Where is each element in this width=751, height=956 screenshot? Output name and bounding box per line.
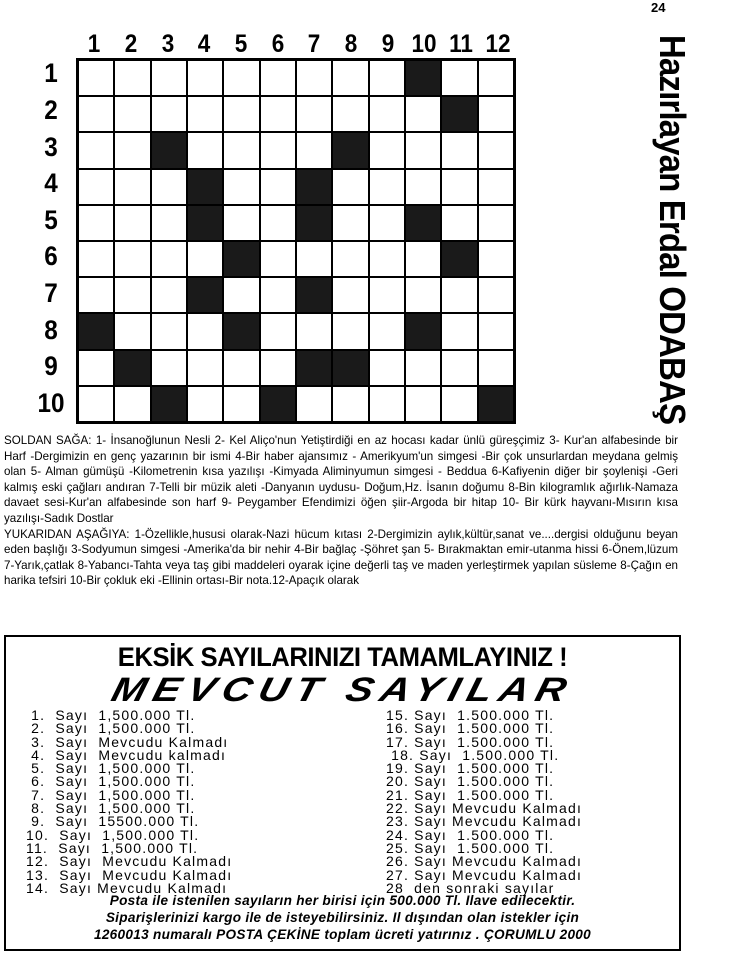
answer-cell[interactable] — [405, 277, 441, 313]
answer-cell[interactable] — [223, 277, 259, 313]
issue-item: 2. Sayı 1,500.000 Tl. — [26, 720, 196, 737]
answer-cell[interactable] — [332, 96, 368, 132]
issue-item: 8. Sayı 1,500.000 Tl. — [26, 800, 196, 817]
answer-cell[interactable] — [478, 169, 514, 205]
black-cell — [296, 277, 332, 313]
answer-cell[interactable] — [369, 350, 405, 386]
answer-cell[interactable] — [478, 277, 514, 313]
answer-cell[interactable] — [478, 60, 514, 96]
issue-item: 12. Sayı Mevcudu Kalmadı — [26, 853, 233, 870]
answer-cell[interactable] — [405, 169, 441, 205]
issue-list-right — [386, 709, 582, 895]
answer-cell[interactable] — [78, 132, 114, 168]
column-number: 3 — [161, 30, 174, 58]
column-number: 7 — [308, 30, 321, 58]
black-cell — [296, 169, 332, 205]
issue-item: 9. Sayı 15500.000 Tl. — [26, 813, 200, 830]
answer-cell[interactable] — [114, 277, 150, 313]
ad-note-line: Posta ile istenilen sayıların her birisi için 500.000 Tl. Ilave edilecektir. — [109, 893, 576, 908]
answer-cell[interactable] — [114, 205, 150, 241]
answer-cell[interactable] — [441, 132, 477, 168]
black-cell — [78, 313, 114, 349]
answer-cell[interactable] — [405, 132, 441, 168]
answer-cell[interactable] — [151, 169, 187, 205]
answer-cell[interactable] — [441, 205, 477, 241]
row-number: 7 — [44, 277, 58, 308]
answer-cell[interactable] — [332, 169, 368, 205]
answer-cell[interactable] — [441, 313, 477, 349]
answer-cell[interactable] — [369, 205, 405, 241]
black-cell — [405, 205, 441, 241]
answer-cell[interactable] — [332, 60, 368, 96]
answer-cell[interactable] — [78, 241, 114, 277]
black-cell — [223, 313, 259, 349]
issue-item: 19. Sayı 1.500.000 Tl. — [386, 760, 555, 777]
answer-cell[interactable] — [223, 205, 259, 241]
answer-cell[interactable] — [296, 132, 332, 168]
row-number: 6 — [44, 241, 58, 272]
answer-cell[interactable] — [369, 60, 405, 96]
column-number: 5 — [234, 30, 248, 58]
answer-cell[interactable] — [478, 313, 514, 349]
answer-cell[interactable] — [223, 96, 259, 132]
author-credit: Hazırlayan Erdal ODABAŞ — [652, 34, 693, 425]
answer-cell[interactable] — [478, 96, 514, 132]
row-number: 3 — [44, 131, 58, 162]
column-number: 6 — [271, 30, 284, 58]
black-cell — [296, 205, 332, 241]
answer-cell[interactable] — [78, 386, 114, 422]
issue-item: 14. Sayı Mevcudu Kalmadı — [26, 879, 228, 896]
answer-cell[interactable] — [296, 241, 332, 277]
column-number: 9 — [381, 30, 394, 58]
ad-note-line: 1260013 numaralı POSTA ÇEKİNE toplam ücreti yatırınız . ÇORUMLU 2000 — [93, 927, 592, 942]
answer-cell[interactable] — [478, 205, 514, 241]
issue-item: 21. Sayı 1.500.000 Tl. — [386, 786, 555, 803]
issue-item: 11. Sayı 1,500.000 Tl. — [26, 839, 199, 856]
answer-cell[interactable] — [260, 241, 296, 277]
answer-cell[interactable] — [260, 277, 296, 313]
answer-cell[interactable] — [260, 169, 296, 205]
issue-item: 26. Sayı Mevcudu Kalmadı — [386, 853, 583, 870]
answer-cell[interactable] — [369, 386, 405, 422]
black-cell — [478, 386, 514, 422]
answer-cell[interactable] — [78, 96, 114, 132]
row-number: 5 — [44, 204, 58, 235]
row-number: 9 — [44, 351, 58, 382]
issue-item: 10. Sayı 1,500.000 Tl. — [26, 826, 200, 843]
answer-cell[interactable] — [223, 60, 259, 96]
answer-cell[interactable] — [151, 96, 187, 132]
answer-cell[interactable] — [78, 205, 114, 241]
answer-cell[interactable] — [260, 96, 296, 132]
answer-cell[interactable] — [114, 313, 150, 349]
black-cell — [187, 277, 223, 313]
issue-item: 1. Sayı 1,500.000 Tl. — [26, 707, 196, 723]
answer-cell[interactable] — [296, 60, 332, 96]
answer-cell[interactable] — [151, 241, 187, 277]
black-cell — [296, 350, 332, 386]
issue-item: 16. Sayı 1.500.000 Tl. — [386, 720, 555, 737]
answer-cell[interactable] — [187, 241, 223, 277]
issue-list-left — [26, 709, 232, 895]
black-cell — [441, 96, 477, 132]
answer-cell[interactable] — [478, 241, 514, 277]
black-cell — [223, 241, 259, 277]
answer-cell[interactable] — [223, 386, 259, 422]
answer-cell[interactable] — [78, 350, 114, 386]
row-number: 1 — [44, 58, 58, 89]
answer-cell[interactable] — [114, 386, 150, 422]
ad-title: EKSİK SAYILARINIZI TAMAMLAYINIZ ! — [117, 642, 568, 672]
column-number: 1 — [88, 30, 101, 58]
column-number: 2 — [124, 30, 138, 58]
issue-item: 17. Sayı 1.500.000 Tl. — [386, 733, 555, 750]
answer-cell[interactable] — [296, 96, 332, 132]
issue-item: 18. Sayı 1.500.000 Tl. — [386, 746, 560, 763]
answer-cell[interactable] — [332, 313, 368, 349]
crossword-grid — [76, 58, 516, 424]
issue-item: 25. Sayı 1.500.000 Tl. — [386, 839, 555, 856]
answer-cell[interactable] — [332, 386, 368, 422]
ad-subtitle: MEVCUT SAYILAR — [107, 671, 578, 709]
answer-cell[interactable] — [78, 169, 114, 205]
issue-item: 3. Sayı Mevcudu Kalmadı — [26, 733, 229, 750]
back-issues-ad — [4, 635, 681, 951]
clues-down: YUKARIDAN AŞAĞIYA: 1-Özellikle,hususi olarak-Nazi hücum kıtası 2-Dergimizin aylık,kültür,sanat ve....dergisi olduğunu beyan eden başlığı 3-Sodyumun simgesi -Amerika'da bir nehir 4-Bir bağlaç -Şöhret şan 5- Bırakmaktan emir-utanma hissi 6-Önem,lüzum 7-Yarık,çatlak 8-Yabancı-Tahta veya taş gibi maddeleri oyarak içine değerli taş ve maden yerleştirmek yapılan süsleme 8-Çağın en harika tefsiri 10-Bir çokluk eki -Ellinin ortası-Bir nota.12-Apaçık olarak — [4, 527, 678, 588]
answer-cell[interactable] — [187, 60, 223, 96]
ad-note-line: Siparişlerinizi kargo ile de isteyebilirsiniz. Il dışından olan istekler için — [105, 910, 580, 925]
column-number: 12 — [485, 30, 511, 58]
answer-cell[interactable] — [332, 241, 368, 277]
answer-cell[interactable] — [332, 205, 368, 241]
black-cell — [151, 132, 187, 168]
answer-cell[interactable] — [78, 60, 114, 96]
answer-cell[interactable] — [478, 350, 514, 386]
column-number: 10 — [411, 30, 437, 58]
answer-cell[interactable] — [441, 386, 477, 422]
row-number: 2 — [44, 94, 58, 125]
answer-cell[interactable] — [405, 96, 441, 132]
answer-cell[interactable] — [441, 350, 477, 386]
answer-cell[interactable] — [187, 132, 223, 168]
column-number: 8 — [344, 30, 358, 58]
issue-item: 20. Sayı 1.500.000 Tl. — [386, 773, 555, 790]
column-number: 4 — [198, 30, 211, 58]
answer-cell[interactable] — [260, 132, 296, 168]
issue-item: 7. Sayı 1,500.000 Tl. — [26, 786, 196, 803]
answer-cell[interactable] — [223, 169, 259, 205]
answer-cell[interactable] — [369, 169, 405, 205]
row-number: 8 — [44, 314, 58, 345]
answer-cell[interactable] — [260, 205, 296, 241]
crossword-clues — [4, 433, 678, 589]
black-cell — [187, 205, 223, 241]
answer-cell[interactable] — [296, 386, 332, 422]
answer-cell[interactable] — [441, 169, 477, 205]
answer-cell[interactable] — [260, 60, 296, 96]
issue-item: 5. Sayı 1,500.000 Tl. — [26, 760, 196, 777]
answer-cell[interactable] — [369, 277, 405, 313]
answer-cell[interactable] — [296, 313, 332, 349]
issue-item: 15. Sayı 1.500.000 Tl. — [386, 707, 555, 723]
answer-cell[interactable] — [369, 313, 405, 349]
answer-cell[interactable] — [151, 60, 187, 96]
answer-cell[interactable] — [187, 96, 223, 132]
answer-cell[interactable] — [369, 96, 405, 132]
issue-item: 22. Sayı Mevcudu Kalmadı — [386, 800, 583, 817]
answer-cell[interactable] — [441, 277, 477, 313]
answer-cell[interactable] — [223, 132, 259, 168]
answer-cell[interactable] — [369, 241, 405, 277]
black-cell — [405, 60, 441, 96]
column-number: 11 — [449, 30, 473, 58]
answer-cell[interactable] — [223, 350, 259, 386]
answer-cell[interactable] — [405, 350, 441, 386]
black-cell — [114, 350, 150, 386]
issue-item: 6. Sayı 1,500.000 Tl. — [26, 773, 196, 790]
answer-cell[interactable] — [187, 386, 223, 422]
answer-cell[interactable] — [114, 169, 150, 205]
page-number: 24 — [651, 0, 666, 15]
answer-cell[interactable] — [78, 277, 114, 313]
clues-across: SOLDAN SAĞA: 1- İnsanoğlunun Nesli 2- Kel Aliço'nun Yetiştirdiği en az hocası kadar ünlü güreşçimiz 3- Kur'an alfabesinde bir Harf -Dergimizin en genç yazarının bir ismi 4-Bir haber ajansımız - Amerikyum'un simgesi -Bir çok unsurlardan meydana gelmiş olan 5- Alman gümüşü -Kilometrenin kısa yazılışı -Kimyada Aliminyumun simgesi - Beddua 6-Kafiyenin diğer bir şoylenişi -Geri kalmış eski çağları andıran 7-Telli bir müzik aleti -Danyanın uydusu- Doğum,Hz. İsanın doğumu 8-Bin kilogramlık ağırlık-Namaza davaet sesi-Kur'an alfabesinde son harf 9- Peygamber Efendimizi öğen şiir-Argoda bir hitap 10- Bir kürk hayvanı-Mısırın kısa yazılışı-Sadık Dostlar — [4, 434, 678, 525]
answer-cell[interactable] — [332, 277, 368, 313]
answer-cell[interactable] — [151, 350, 187, 386]
black-cell — [187, 169, 223, 205]
black-cell — [332, 132, 368, 168]
answer-cell[interactable] — [405, 241, 441, 277]
answer-cell[interactable] — [187, 313, 223, 349]
issue-item: 4. Sayı Mevcudu kalmadı — [26, 746, 227, 763]
black-cell — [151, 386, 187, 422]
answer-cell[interactable] — [478, 132, 514, 168]
answer-cell[interactable] — [151, 205, 187, 241]
answer-cell[interactable] — [114, 241, 150, 277]
answer-cell[interactable] — [114, 132, 150, 168]
issue-item: 23. Sayı Mevcudu Kalmadı — [386, 813, 583, 830]
issue-item: 28 den sonraki sayılar — [386, 879, 555, 896]
issue-item: 24. Sayı 1.500.000 Tl. — [386, 826, 555, 843]
answer-cell[interactable] — [151, 277, 187, 313]
issue-item: 13. Sayı Mevcudu Kalmadı — [26, 866, 233, 883]
issue-item: 27. Sayı Mevcudu Kalmadı — [386, 866, 583, 883]
answer-cell[interactable] — [369, 132, 405, 168]
answer-cell[interactable] — [151, 313, 187, 349]
answer-cell[interactable] — [260, 313, 296, 349]
answer-cell[interactable] — [405, 386, 441, 422]
answer-cell[interactable] — [441, 60, 477, 96]
row-number: 10 — [37, 387, 65, 418]
black-cell — [260, 386, 296, 422]
answer-cell[interactable] — [187, 350, 223, 386]
answer-cell[interactable] — [114, 60, 150, 96]
ad-order-note — [6, 892, 679, 943]
answer-cell[interactable] — [260, 350, 296, 386]
black-cell — [332, 350, 368, 386]
row-number: 4 — [44, 168, 58, 199]
black-cell — [441, 241, 477, 277]
black-cell — [405, 313, 441, 349]
answer-cell[interactable] — [114, 96, 150, 132]
